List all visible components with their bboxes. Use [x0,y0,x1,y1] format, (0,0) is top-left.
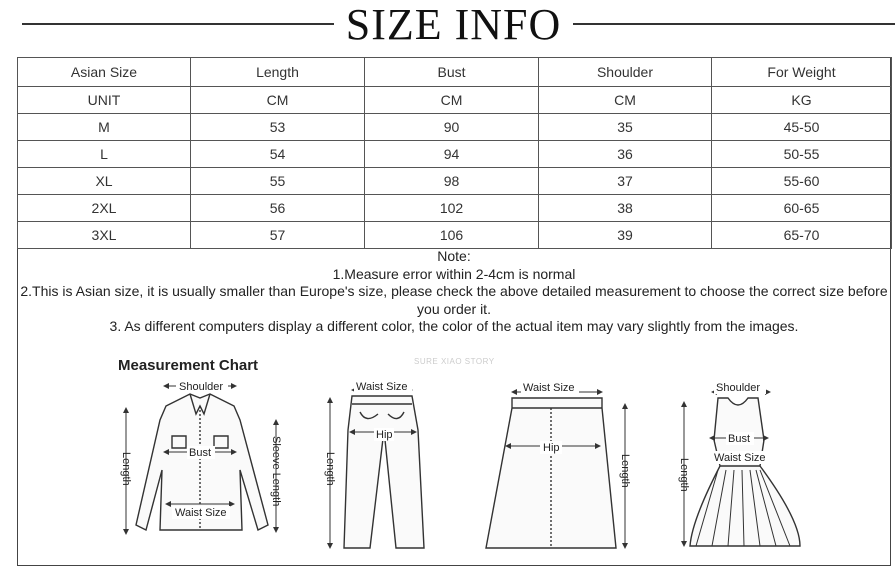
shirt-shoulder-label: Shoulder [179,381,224,393]
table-cell: 2XL [18,195,191,222]
notes-heading: Note: [437,248,471,264]
watermark: SURE XIAO STORY [414,357,495,366]
dress-waist-label: Waist Size [714,452,766,464]
table-cell: 50-55 [712,141,892,168]
note-1: 1.Measure error within 2-4cm is normal [332,265,576,282]
table-cell: Asian Size [18,58,191,87]
table-cell: 53 [191,114,365,141]
skirt-waist-label: Waist Size [523,382,575,394]
table-cell: 54 [191,141,365,168]
shirt-length-label: Length [120,452,132,486]
table-cell: UNIT [18,87,191,114]
pants-diagram [344,396,424,548]
measurement-chart-title: Measurement Chart [118,357,259,374]
table-cell: 90 [365,114,539,141]
table-cell: 106 [365,222,539,249]
pants-waist-label: Waist Size [356,381,408,393]
dress-length-label: Length [678,458,690,492]
note-2: 2.This is Asian size, it is usually smaller than Europe's size, please check the above detailed measurement to choose the correct size before you order it. [20,283,888,317]
table-cell: 35 [539,114,712,141]
table-cell: 3XL [18,222,191,249]
table-cell: CM [191,87,365,114]
table-cell: M [18,114,191,141]
table-cell: 55 [191,168,365,195]
shirt-waist-label: Waist Size [175,507,227,519]
table-cell: 39 [539,222,712,249]
table-cell: Shoulder [539,58,712,87]
table-cell: KG [712,87,892,114]
table-cell: 36 [539,141,712,168]
skirt-length-label: Length [619,454,631,488]
table-cell: 55-60 [712,168,892,195]
dress-bust-label: Bust [728,433,751,445]
table-cell: 98 [365,168,539,195]
table-cell: 56 [191,195,365,222]
table-cell: Length [191,58,365,87]
shirt-bust-label: Bust [189,447,212,459]
table-cell: CM [365,87,539,114]
table-cell: 57 [191,222,365,249]
table-cell: 38 [539,195,712,222]
table-cell: 60-65 [712,195,892,222]
pants-length-label: Length [324,452,336,486]
table-cell: Bust [365,58,539,87]
table-cell: CM [539,87,712,114]
table-cell: 45-50 [712,114,892,141]
table-cell: 37 [539,168,712,195]
skirt-diagram [486,398,616,548]
pants-hip-label: Hip [376,429,393,441]
note-3: 3. As different computers display a different color, the color of the actual item may vary slightly from the images. [109,318,799,334]
table-cell: 102 [365,195,539,222]
shirt-sleeve-label: Sleeve Length [270,436,282,507]
table-cell: For Weight [712,58,892,87]
table-cell: L [18,141,191,168]
table-cell: XL [18,168,191,195]
page-title: SIZE INFO [345,0,562,49]
skirt-hip-label: Hip [543,442,560,454]
dress-diagram [690,398,800,546]
table-cell: 65-70 [712,222,892,249]
dress-shoulder-label: Shoulder [716,382,761,394]
table-cell: 94 [365,141,539,168]
